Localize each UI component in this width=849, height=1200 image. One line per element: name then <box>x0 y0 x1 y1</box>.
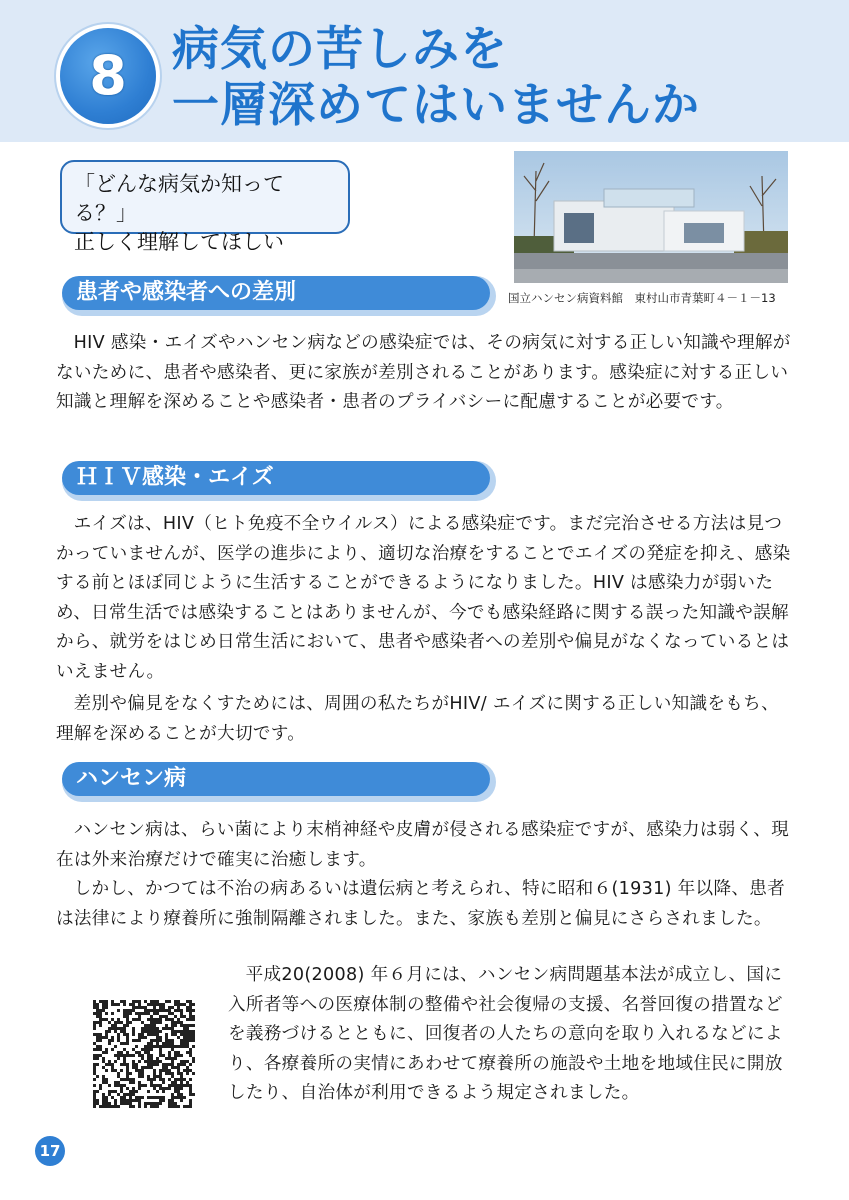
section-heading-label: 患者や感染者への差別 <box>76 280 297 305</box>
page-title-line2: 一層深めてはいませんか <box>172 78 700 133</box>
qr-code-icon <box>93 1000 195 1108</box>
section-heading-hansen <box>62 762 496 802</box>
paragraph: HIV 感染・エイズやハンセン病などの感染症では、その病気に対する正しい知識や理解がないために、患者や感染者、更に家族が差別されることがあります。感染症に対する正しい知識と理解を深めることや感染者・患者のプライバシーに配慮することが必要です。 <box>56 333 791 412</box>
page-title <box>172 22 832 134</box>
callout-line2: 正しく理解してほしい <box>74 230 284 254</box>
section-heading-label: ハンセン病 <box>76 766 187 791</box>
page-header <box>0 0 849 142</box>
paragraph: エイズは、HIV（ヒト免疫不全ウイルス）による感染症です。まだ完治させる方法は見つかっていませんが、医学の進歩により、適切な治療をすることでエイズの発症を抑え、感染する前とほぼ同じように生活することができるようになりました。HIV は感染力が弱いため、日常生活では感染することはありませんが、今でも感染経路に関する誤った知識や誤解から、就労をはじめ日常生活において、患者や感染者への差別や偏見がなくなっているとはいえません。 <box>56 514 791 682</box>
section-heading-pill <box>62 762 490 796</box>
section-heading-label: ＨＩＶ感染・エイズ <box>76 465 274 490</box>
callout-box <box>60 160 350 254</box>
chapter-number: 8 <box>89 44 127 107</box>
qr-code-pattern <box>93 1000 195 1108</box>
callout-line1: 「どんな病気か知ってる？」 <box>74 172 284 225</box>
photo-caption: 国立ハンセン病資料館 東村山市青葉町４－１－13 <box>508 291 776 305</box>
page-title-line1: 病気の苦しみを <box>172 22 508 77</box>
section-heading-hiv <box>62 461 496 501</box>
museum-building-image <box>514 151 788 283</box>
paragraph: しかし、かつては不治の病あるいは遺伝病と考えられ、特に昭和６(1931) 年以降、患者は法律により療養所に強制隔離されました。また、家族も差別と偏見にさらされました。 <box>56 879 786 929</box>
paragraph: 平成20(2008) 年６月には、ハンセン病問題基本法が成立し、国に入所者等への医療体制の整備や社会復帰の支援、名誉回復の措置などを義務づけるとともに、回復者の人たちの意向を取り入れるなどにより、各療養所の実情にあわせて療養所の施設や土地を地域住民に開放したり、自治体が利用できるよう規定されました。 <box>228 965 783 1103</box>
page-number: 17 <box>35 1136 65 1166</box>
paragraph: 差別や偏見をなくすためには、周囲の私たちがHIV/ エイズに関する正しい知識をもち、理解を深めることが大切です。 <box>56 694 779 744</box>
museum-photo <box>514 151 788 283</box>
paragraph: ハンセン病は、らい菌により末梢神経や皮膚が侵される感染症ですが、感染力は弱く、現在は外来治療だけで確実に治癒します。 <box>56 820 789 870</box>
section-heading-discrimination <box>62 276 496 316</box>
chapter-number-badge <box>60 28 156 124</box>
section-heading-pill <box>62 276 490 310</box>
section-heading-pill <box>62 461 490 495</box>
